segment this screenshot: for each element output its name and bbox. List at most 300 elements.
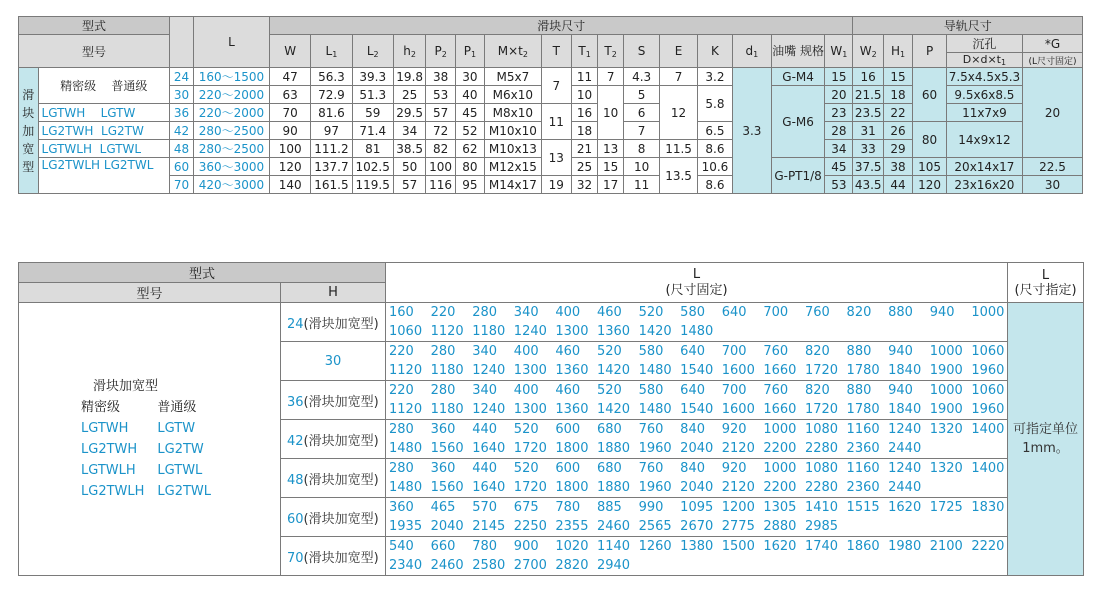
length-value: 1000 [763,422,797,437]
header-l: L [193,17,269,68]
length-value: 1840 [888,363,922,378]
w-value: 63 [270,86,311,104]
length-value: 1960 [971,363,1005,378]
mt-value: M12x15 [485,158,542,176]
t1-value: 18 [572,122,598,140]
h1-value: 26 [883,122,912,140]
mt-value: M5x7 [485,68,542,86]
length-value: 2670 [680,519,714,534]
length-value: 2355 [555,519,589,534]
model-row-3: LGTWLH LGTWL [38,140,170,158]
length-value: 880 [846,344,872,359]
length-value: 640 [721,305,747,320]
e-value: 13.5 [660,158,698,194]
length-value: 660 [430,539,456,554]
length-value: 600 [555,422,581,437]
model-pair: LG2TWH LG2TW [81,442,204,457]
length-value: 400 [555,305,581,320]
nozzle-value: G-PT1/8 [771,158,824,194]
length-value: 760 [638,422,664,437]
counterbore-value: 7.5x4.5x5.3 [946,68,1022,86]
t-value: 13 [541,140,571,176]
col-W1: $W_1$ [825,35,853,68]
length-values-line2 [386,517,1008,537]
grade-labels: 精密级 普通级 [38,68,170,104]
t1-value: 11 [572,68,598,86]
length-value: 1410 [804,500,839,515]
p2-value: 38 [426,68,455,86]
length-value: 1840 [888,402,922,417]
h2-value: 38.5 [393,140,426,158]
length-value: 820 [804,344,830,359]
length-value: 580 [638,383,664,398]
t2-value: 15 [598,158,624,176]
p1-value: 80 [455,158,484,176]
g-value: 30 [1022,176,1082,194]
s-value: 11 [624,176,660,194]
length-value: 2440 [888,480,922,495]
length-value: 520 [596,383,622,398]
length-value: 340 [472,344,498,359]
t1-value: 32 [572,176,598,194]
length-value: 2360 [846,441,880,456]
length-value: 2120 [721,441,755,456]
s-value: 8 [624,140,660,158]
p1-value: 45 [455,104,484,122]
h2-value: 25 [393,86,426,104]
t1-value: 16 [572,104,598,122]
length-value: 1800 [555,480,589,495]
length-value: 1060 [971,383,1005,398]
length-value: 1000 [929,383,963,398]
l1-value: 111.2 [311,140,352,158]
length-value: 1480 [680,324,714,339]
header-type: 型式 [19,263,386,283]
length-value: 570 [472,500,498,515]
k-value: 6.5 [698,122,733,140]
length-value: 520 [638,305,664,320]
length-value: 1935 [389,519,423,534]
length-value: 780 [472,539,498,554]
length-value: 1720 [513,480,547,495]
length-value: 2280 [804,480,839,495]
t2-value: 10 [598,86,624,140]
length-value: 1200 [721,500,755,515]
length-value: 1600 [721,402,755,417]
nozzle-value: G-M6 [771,86,824,158]
w2-value: 21.5 [854,87,882,102]
length-value: 2040 [680,441,714,456]
l-range: 160～1500 [193,68,269,86]
length-value: 580 [638,344,664,359]
s-value: 5 [624,86,660,104]
model-row-1: LGTWH LGTW [38,104,170,122]
length-value: 520 [596,344,622,359]
length-values-line1 [386,381,1008,401]
length-value: 1420 [596,363,631,378]
length-value: 700 [721,344,747,359]
p2-value: 100 [426,158,455,176]
length-value: 780 [555,500,581,515]
length-value: 680 [596,422,622,437]
length-value: 1140 [596,539,631,554]
length-values-line2 [386,361,1008,381]
header-block-dims: 滑块尺寸 [270,17,853,35]
length-value: 460 [596,305,622,320]
length-value: 1120 [389,402,423,417]
col-E: E [660,35,698,68]
l2-value: 51.3 [352,86,393,104]
l2-value: 39.3 [352,68,393,86]
p2-value: 53 [426,86,455,104]
g-value: 20 [1022,68,1082,158]
col-T: T [541,35,571,68]
l1-value: 81.6 [311,104,352,122]
k-value: 10.6 [698,158,733,176]
length-value: 460 [555,383,581,398]
length-value: 1000 [763,461,797,476]
l-range: 280～2500 [193,122,269,140]
length-value: 2360 [846,480,880,495]
header-h: H [281,283,386,303]
t-value: 19 [541,176,571,194]
length-value: 1830 [971,500,1005,515]
length-value: 2280 [804,441,839,456]
length-value: 1060 [971,344,1005,359]
length-value: 1660 [763,402,797,417]
length-value: 1300 [513,363,547,378]
h1-value: 29 [883,140,912,158]
grade-labels: 精密级 普通级 [81,400,197,415]
spec-row-70 [19,176,1083,194]
counterbore-value: 20x14x17 [946,158,1022,176]
s-value: 4.3 [624,68,660,86]
length-value: 1540 [680,363,714,378]
t-value: 7 [541,68,571,104]
length-value: 1240 [513,324,547,339]
w1-value: 34 [825,140,853,158]
w-value: 100 [270,140,311,158]
length-value: 220 [430,305,456,320]
h1-value: 15 [883,68,912,86]
nozzle-value: G-M4 [771,68,824,86]
length-value: 1640 [472,441,506,456]
length-value: 400 [513,344,539,359]
length-value: 1725 [929,500,963,515]
t-value: 11 [541,104,571,140]
p-value: 105 [913,158,947,176]
h-value: 36 [170,104,194,122]
l2-value: 71.4 [352,122,393,140]
length-value: 1080 [804,422,839,437]
length-value: 2100 [929,539,963,554]
mt-value: M10x10 [485,122,542,140]
col-T2: $T_2$ [598,35,624,68]
length-value: 1620 [763,539,797,554]
length-value: 700 [763,305,789,320]
length-value: 1980 [888,539,922,554]
w1-value: 23 [825,104,853,122]
t1-value: 10 [572,86,598,104]
length-value: 2200 [763,441,797,456]
length-values-line1 [386,537,1008,557]
length-value: 540 [389,539,414,554]
col-L2: $L_2$ [352,35,393,68]
length-value: 1020 [555,539,589,554]
h1-value: 44 [883,176,912,194]
length-value: 640 [680,383,705,398]
l2-value: 102.5 [352,158,393,176]
mt-value: M14x17 [485,176,542,194]
h-value: 42 [170,122,194,140]
length-value: 640 [680,344,705,359]
h-size: 30 [281,342,386,381]
col-H1: $H_1$ [883,35,912,68]
w2-value: 31 [853,122,883,140]
length-value: 1560 [430,480,464,495]
length-value: 1300 [513,402,547,417]
col-h2: $h_2$ [393,35,426,68]
length-value: 1320 [929,422,963,437]
length-value: 920 [721,422,747,437]
length-value: 280 [472,305,498,320]
length-value: 2220 [971,539,1005,554]
length-value: 920 [721,461,747,476]
col-counterbore: 沉孔 [946,35,1022,53]
length-values-line2 [386,556,1008,576]
l-range: 280～2500 [193,140,269,158]
p-value: 60 [913,68,947,122]
length-value: 1480 [389,480,423,495]
length-value: 940 [888,383,913,398]
length-value: 1360 [555,402,589,417]
length-value: 2145 [472,519,506,534]
length-value: 1240 [888,422,922,437]
length-value: 840 [680,422,705,437]
length-value: 1060 [389,324,423,339]
length-values-line1 [386,420,1008,440]
length-value: 1240 [472,402,506,417]
model-title: 滑块加宽型 [93,379,159,394]
w1-value: 15 [825,68,853,86]
s-value: 7 [624,122,660,140]
length-value: 1900 [929,363,963,378]
length-value: 465 [430,500,456,515]
w1-value: 53 [825,176,853,194]
h1-value: 18 [883,86,912,104]
length-value: 1305 [763,500,797,515]
h1-value: 22 [883,104,912,122]
counterbore-value: 14x9x12 [946,122,1022,158]
length-value: 1780 [846,363,880,378]
length-value: 160 [389,305,414,320]
length-value: 1880 [596,480,631,495]
h-value: 70 [170,176,194,194]
l-range: 220～2000 [193,86,269,104]
length-value: 340 [472,383,498,398]
length-value: 1240 [472,363,506,378]
length-values-line1 [386,459,1008,479]
col-K: K [698,35,733,68]
length-value: 1240 [888,461,922,476]
l2-value: 119.5 [352,176,393,194]
length-value: 220 [389,383,414,398]
l1-value: 161.5 [311,176,352,194]
e-value: 11.5 [660,140,698,158]
k-value: 8.6 [698,176,733,194]
length-value: 820 [846,305,872,320]
g-value: 22.5 [1022,158,1082,176]
length-value: 840 [680,461,705,476]
l-range: 360～3000 [193,158,269,176]
mt-value: M6x10 [485,86,542,104]
header-model: 型号 [19,283,281,303]
length-value: 400 [513,383,539,398]
w1-value: 45 [825,158,853,176]
h-size: 48(滑块加宽型) [281,459,386,498]
length-values-line2 [386,322,1008,342]
length-value: 680 [596,461,622,476]
length-value: 440 [472,461,498,476]
p1-value: 52 [455,122,484,140]
t2-value: 7 [598,68,624,86]
p1-value: 62 [455,140,484,158]
length-value: 760 [804,305,830,320]
h-size: 42(滑块加宽型) [281,420,386,459]
length-value: 2120 [721,480,755,495]
length-value: 1360 [555,363,589,378]
length-value: 880 [846,383,872,398]
t1-value: 25 [572,158,598,176]
length-value: 760 [763,344,789,359]
length-value: 1720 [804,402,839,417]
length-value: 1320 [929,461,963,476]
length-values-line1 [386,303,1008,323]
l1-value: 137.7 [311,158,352,176]
length-value: 2440 [888,441,922,456]
length-value: 1860 [846,539,880,554]
length-value: 900 [513,539,539,554]
length-value: 1480 [638,363,672,378]
length-value: 2880 [763,519,797,534]
length-value: 2460 [430,558,464,573]
length-value: 1720 [513,441,547,456]
col-G: *G [1022,35,1082,53]
length-value: 1880 [596,441,631,456]
rail-length-table [18,262,1084,576]
p2-value: 72 [426,122,455,140]
length-value: 675 [513,500,539,515]
t2-value: 13 [598,140,624,158]
length-value: 220 [389,344,414,359]
header-l-spec: L (尺寸指定) [1008,263,1084,303]
d1-value: 3.3 [732,68,771,194]
p-value: 120 [913,176,947,194]
col-counterbore-sub: $D\times d\times t_1$ [946,53,1022,68]
length-value: 1480 [638,402,672,417]
length-value: 1500 [721,539,755,554]
length-value: 1000 [929,344,963,359]
counterbore-value: 11x7x9 [946,104,1022,122]
length-value: 940 [888,344,913,359]
length-value: 1780 [846,402,880,417]
length-value: 2565 [638,519,672,534]
length-value: 760 [763,383,789,398]
length-value: 1420 [638,324,672,339]
model-row-2: LG2TWH LG2TW [38,122,170,140]
length-value: 1720 [804,363,839,378]
length-value: 2700 [513,558,547,573]
s-value: 6 [624,104,660,122]
length-values-line2 [386,439,1008,459]
length-value: 1620 [888,500,922,515]
p2-value: 116 [426,176,455,194]
h-value: 30 [170,86,194,104]
length-value: 600 [555,461,581,476]
w2-value: 37.5 [854,159,882,174]
length-value: 1260 [638,539,672,554]
length-value: 1400 [971,461,1005,476]
length-value: 2820 [555,558,589,573]
model-row-4: LG2TWLH LG2TWL [38,158,170,194]
l1-value: 97 [311,122,352,140]
w2-value: 23.5 [854,105,882,120]
h2-value: 34 [393,122,426,140]
length-value: 1560 [430,441,464,456]
p-value: 80 [913,122,947,158]
length-value: 1960 [971,402,1005,417]
header-h-blank [170,17,194,68]
l1-value: 72.9 [311,86,352,104]
w2-value: 43.5 [854,177,882,192]
length-value: 1515 [846,500,880,515]
length-value: 990 [638,500,664,515]
length-value: 2200 [763,480,797,495]
model-list [19,303,281,576]
length-value: 1120 [389,363,423,378]
col-P1: $P_1$ [455,35,484,68]
header-rail-dims: 导轨尺寸 [853,17,1083,35]
length-value: 1180 [430,402,464,417]
length-value: 1660 [763,363,797,378]
length-value: 1380 [680,539,714,554]
counterbore-value: 23x16x20 [946,176,1022,194]
length-value: 1160 [846,422,880,437]
h-value: 48 [170,140,194,158]
length-values-line2 [386,478,1008,498]
h2-value: 57 [393,176,426,194]
e-value: 7 [660,68,698,86]
k-value: 8.6 [698,140,733,158]
length-value: 1640 [472,480,506,495]
mt-value: M8x10 [485,104,542,122]
col-P2: $P_2$ [426,35,455,68]
length-value: 2040 [680,480,714,495]
h-size: 70(滑块加宽型) [281,537,386,576]
length-value: 360 [430,461,456,476]
k-value: 3.2 [698,68,733,86]
col-S: S [624,35,660,68]
length-value: 1740 [804,539,839,554]
length-values-line1 [386,342,1008,362]
l2-value: 59 [352,104,393,122]
header-l-fixed: L (尺寸固定) [386,263,1008,303]
l1-value: 56.3 [311,68,352,86]
length-row-24 [19,303,1084,323]
length-value: 520 [513,422,539,437]
length-value: 2460 [596,519,631,534]
length-value: 1960 [638,480,672,495]
